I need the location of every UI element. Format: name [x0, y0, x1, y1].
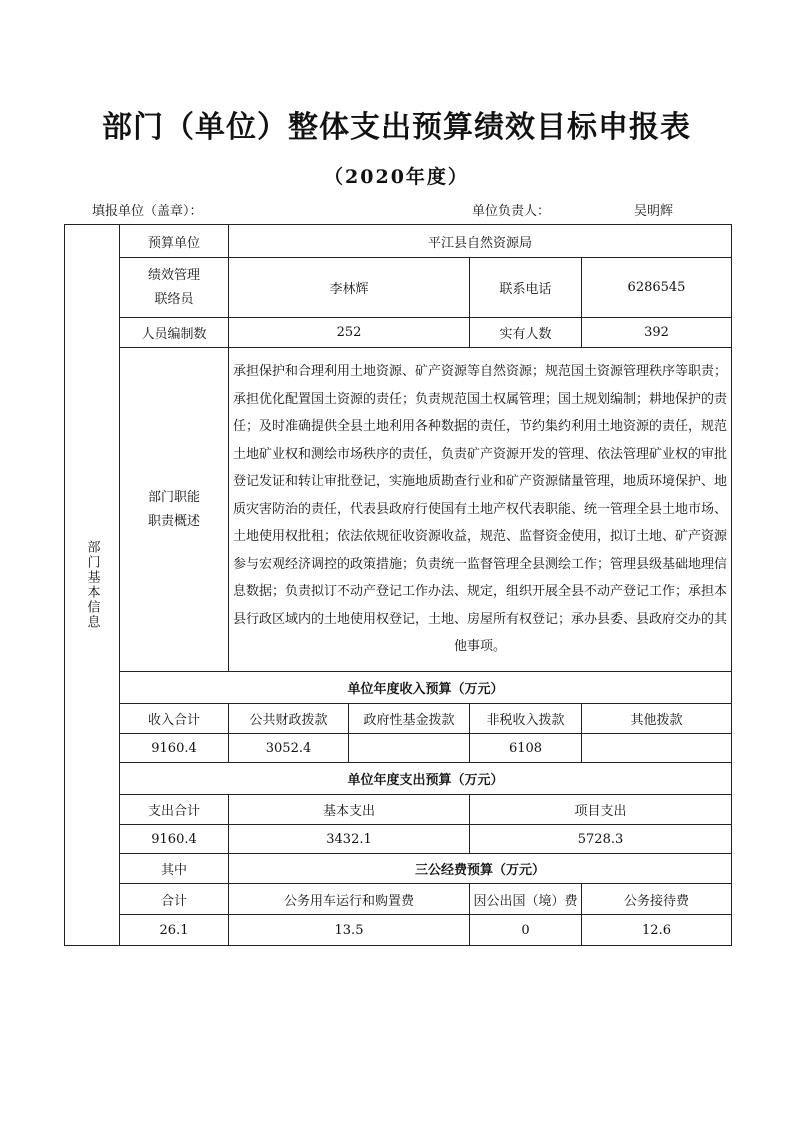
public-finance-value: 3052.4: [229, 734, 349, 763]
income-header: 非税收入拨款: [470, 704, 582, 734]
expense-header: 支出合计: [120, 795, 229, 825]
budget-table: [64, 224, 732, 946]
table-row: [65, 704, 732, 734]
three-public-header: 因公出国（境）费: [470, 884, 582, 915]
staff-quota-label: 人员编制数: [120, 318, 229, 348]
table-row: [65, 734, 732, 763]
income-header: 公共财政拨款: [229, 704, 349, 734]
gov-fund-value: [349, 734, 470, 763]
table-row: [65, 795, 732, 825]
budget-unit-label: 预算单位: [120, 225, 229, 258]
expense-section-title: 单位年度支出预算（万元）: [120, 763, 732, 795]
staff-quota-value: 252: [229, 318, 470, 348]
table-row: [65, 854, 732, 884]
income-header: 其他拨款: [582, 704, 732, 734]
phone-value: 6286545: [582, 258, 732, 318]
of-which-label: 其中: [120, 854, 229, 884]
table-row: [65, 258, 732, 318]
income-section-title: 单位年度收入预算（万元）: [120, 672, 732, 704]
contact-label-line2: 联络员: [154, 291, 194, 307]
three-public-header: 公务接待费: [582, 884, 732, 915]
expense-header: 基本支出: [229, 795, 470, 825]
actual-staff-value: 392: [582, 318, 732, 348]
contact-label-line1: 绩效管理: [147, 267, 200, 283]
vehicle-cost-value: 13.5: [229, 915, 470, 946]
duty-label: [120, 348, 229, 672]
overseas-cost-value: 0: [470, 915, 582, 946]
income-header: 政府性基金拨款: [349, 704, 470, 734]
duty-label-line1: 部门职能: [147, 489, 200, 505]
table-row: [65, 763, 732, 795]
three-public-total-value: 26.1: [120, 915, 229, 946]
responsible-label: 单位负责人：: [472, 204, 551, 219]
budget-unit-value: 平江县自然资源局: [229, 225, 732, 258]
responsible-name: 吴明辉: [634, 204, 674, 219]
year-subtitle: （2020年度）: [324, 166, 469, 188]
other-value: [582, 734, 732, 763]
fill-unit-label: 填报单位（盖章）：: [92, 204, 203, 219]
table-row: [65, 318, 732, 348]
table-row: [65, 225, 732, 258]
expense-header: 项目支出: [470, 795, 732, 825]
three-public-header: 公务用车运行和购置费: [229, 884, 470, 915]
reception-cost-value: 12.6: [582, 915, 732, 946]
basic-expense-value: 3432.1: [229, 825, 470, 854]
duty-label-line2: 职责概述: [147, 513, 200, 529]
page-title: 部门（单位）整体支出预算绩效目标申报表: [102, 110, 691, 145]
duty-text: 承担保护和合理利用土地资源、矿产资源等自然资源；规范国土资源管理秩序等职责；承担优化配置国土资源的责任；负责规范国土权属管理；国土规划编制；耕地保护的责任；及时准确提供全县土地利用各种数据的责任，节约集约利用土地资源的责任，规范土地矿业权和测绘市场秩序的责任，负责矿产资源开发的管理、依法管理矿业权的审批登记发证和转让审批登记，实施地质勘查行业和矿产资源储量管理，地质环境保护、地质灾害防治的责任，代表县政府行使国有土地产权代表职能、统一管理全县土地市场、土地使用权批租；依法依规征收资源收益，规范、监督资金使用，拟订土地、矿产资源参与宏观经济调控的政策措施；负责统一监督管理全县测绘工作；管理县级基础地理信息数据；负责拟订不动产登记工作办法、规定，组织开展全县不动产登记工作；承担本县行政区域内的土地使用权登记，土地、房屋所有权登记；承办县委、县政府交办的其他事项。: [229, 348, 732, 672]
table-row: [65, 672, 732, 704]
actual-staff-label: 实有人数: [470, 318, 582, 348]
contact-name: 李林辉: [229, 258, 470, 318]
section-label-basic-info: 部门基本信息: [65, 225, 120, 946]
phone-label: 联系电话: [470, 258, 582, 318]
expense-total-value: 9160.4: [120, 825, 229, 854]
table-row: [65, 915, 732, 946]
table-row: [65, 825, 732, 854]
project-expense-value: 5728.3: [470, 825, 732, 854]
income-header: 收入合计: [120, 704, 229, 734]
non-tax-value: 6108: [470, 734, 582, 763]
three-public-section-title: 三公经费预算（万元）: [229, 854, 732, 884]
income-total-value: 9160.4: [120, 734, 229, 763]
three-public-header: 合计: [120, 884, 229, 915]
contact-label: [120, 258, 229, 318]
table-row: [65, 348, 732, 672]
table-row: [65, 884, 732, 915]
